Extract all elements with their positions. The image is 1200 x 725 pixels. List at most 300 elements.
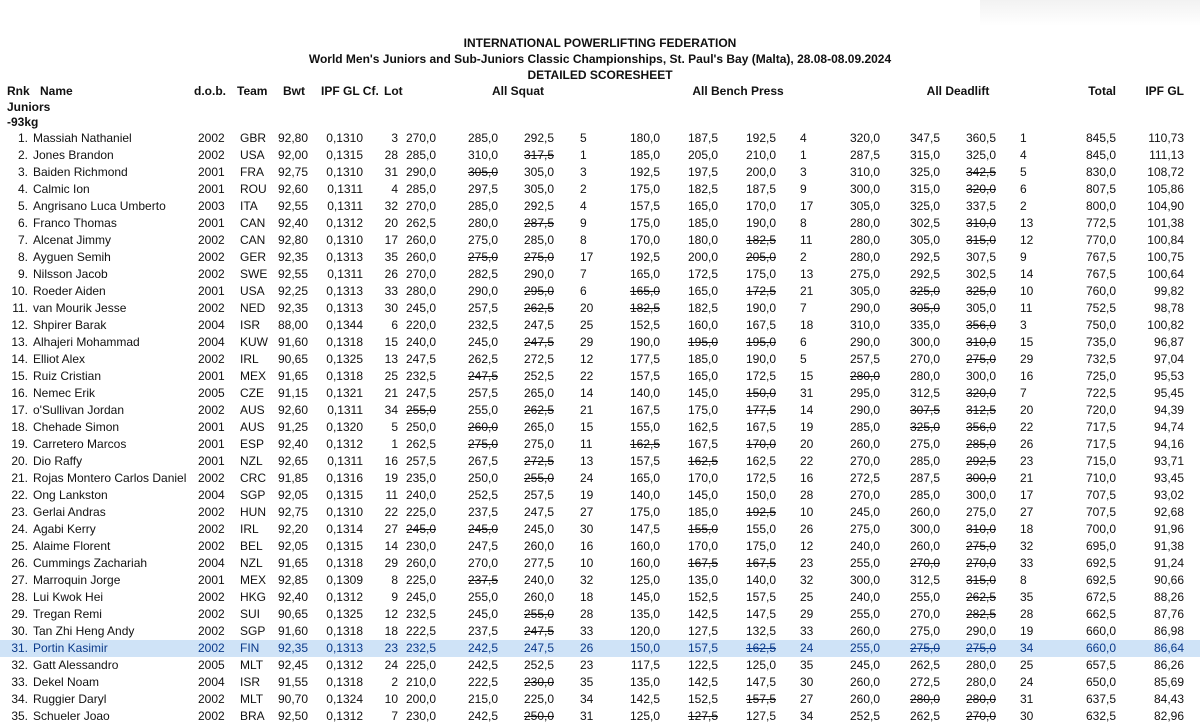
dl-place: 2 [1020, 199, 1027, 213]
column-header-row [0, 84, 1200, 99]
bp-attempt-3: 157,5 [745, 692, 776, 706]
dl-place: 30 [1020, 709, 1034, 723]
dl-place: 25 [1020, 658, 1034, 672]
cell-ipf-gl: 84,43 [1153, 692, 1184, 706]
cell-ipf-gl: 91,96 [1153, 522, 1184, 536]
cell-total: 732,5 [1085, 352, 1116, 366]
bp-attempt-3: 177,5 [745, 403, 776, 417]
cell-team: MLT [240, 692, 264, 706]
dl-place: 22 [1020, 420, 1034, 434]
cell-dob: 2002 [198, 607, 225, 621]
sq-attempt-2: 282,5 [467, 267, 498, 281]
sq-attempt-2: 262,5 [467, 352, 498, 366]
cell-bodyweight: 92,65 [277, 454, 308, 468]
dl-attempt-3: 315,0 [965, 233, 996, 247]
table-row [0, 198, 1200, 215]
cell-lot: 1 [391, 437, 398, 451]
cell-dob: 2002 [198, 471, 225, 485]
cell-coefficient: 0,1316 [326, 471, 363, 485]
cell-dob: 2005 [198, 386, 225, 400]
table-row [0, 300, 1200, 317]
bp-attempt-3: 125,0 [745, 658, 776, 672]
cell-dob: 2002 [198, 692, 225, 706]
dl-attempt-3: 320,0 [965, 182, 996, 196]
cell-total: 715,0 [1085, 454, 1116, 468]
col-name: Name [40, 84, 73, 98]
table-row [0, 249, 1200, 266]
bp-attempt-1: 165,0 [629, 267, 660, 281]
cell-ipf-gl: 104,90 [1147, 199, 1184, 213]
dl-attempt-1: 245,0 [849, 505, 880, 519]
sq-attempt-3: 262,5 [523, 403, 554, 417]
cell-coefficient: 0,1318 [326, 675, 363, 689]
cell-bodyweight: 92,00 [277, 148, 308, 162]
table-row [0, 283, 1200, 300]
cell-lot: 19 [384, 471, 398, 485]
cell-rank: 8. [17, 250, 28, 264]
cell-ipf-gl: 108,72 [1147, 165, 1184, 179]
cell-lot: 5 [391, 420, 398, 434]
cell-lot: 20 [384, 216, 398, 230]
cell-coefficient: 0,1310 [326, 505, 363, 519]
cell-bodyweight: 92,05 [277, 539, 308, 553]
cell-lot: 11 [385, 488, 398, 502]
sq-attempt-2: 252,5 [467, 488, 498, 502]
cell-ipf-gl: 86,26 [1153, 658, 1184, 672]
cell-name: Portin Kasimir [33, 641, 108, 655]
bp-attempt-2: 170,0 [687, 471, 718, 485]
sq-place: 14 [580, 386, 594, 400]
bp-attempt-1: 192,5 [629, 165, 660, 179]
dl-attempt-1: 272,5 [849, 471, 880, 485]
cell-coefficient: 0,1310 [326, 233, 363, 247]
cell-team: SUI [240, 607, 261, 621]
sq-attempt-1: 232,5 [405, 369, 436, 383]
dl-place: 33 [1020, 556, 1034, 570]
bp-place: 10 [800, 505, 814, 519]
cell-rank: 22. [11, 488, 28, 502]
bp-attempt-3: 167,5 [745, 556, 776, 570]
sq-attempt-2: 275,0 [467, 250, 498, 264]
col-coef: IPF GL Cf. [321, 84, 379, 98]
sq-attempt-3: 260,0 [523, 539, 554, 553]
table-row [0, 691, 1200, 708]
sq-attempt-1: 280,0 [405, 284, 436, 298]
cell-ipf-gl: 94,39 [1153, 403, 1184, 417]
dl-attempt-3: 290,0 [965, 624, 996, 638]
cell-rank: 30. [11, 624, 28, 638]
bp-attempt-2: 127,5 [687, 709, 718, 723]
dl-place: 11 [1020, 301, 1033, 315]
cell-coefficient: 0,1324 [326, 692, 363, 706]
cell-team: SWE [240, 267, 268, 281]
sq-attempt-3: 305,0 [523, 182, 554, 196]
sq-attempt-3: 247,5 [523, 624, 554, 638]
cell-lot: 26 [384, 267, 398, 281]
bp-attempt-1: 175,0 [629, 182, 660, 196]
table-row [0, 572, 1200, 589]
bp-attempt-2: 182,5 [687, 301, 718, 315]
sq-place: 2 [580, 182, 587, 196]
cell-team: USA [240, 148, 265, 162]
sq-attempt-2: 237,5 [467, 624, 498, 638]
table-row [0, 181, 1200, 198]
cell-bodyweight: 92,85 [277, 573, 308, 587]
sq-place: 33 [580, 624, 594, 638]
event-title: World Men's Juniors and Sub-Juniors Classic Championships, St. Paul's Bay (Malta), 28.08-08.09.2024 [308, 52, 892, 66]
cell-dob: 2002 [198, 590, 225, 604]
dl-attempt-2: 335,0 [909, 318, 940, 332]
bp-attempt-1: 165,0 [629, 284, 660, 298]
cell-coefficient: 0,1318 [326, 369, 363, 383]
sq-attempt-1: 230,0 [405, 709, 436, 723]
dl-attempt-2: 325,0 [909, 420, 940, 434]
cell-ipf-gl: 87,76 [1153, 607, 1184, 621]
cell-name: Agabi Kerry [33, 522, 96, 536]
cell-bodyweight: 92,35 [277, 250, 308, 264]
dl-attempt-2: 270,0 [909, 556, 940, 570]
sq-attempt-3: 265,0 [523, 386, 554, 400]
sq-attempt-2: 257,5 [467, 386, 498, 400]
cell-lot: 15 [384, 335, 398, 349]
bp-attempt-2: 197,5 [687, 165, 718, 179]
bp-attempt-2: 195,0 [687, 335, 718, 349]
cell-team: CAN [240, 233, 266, 247]
bp-attempt-1: 160,0 [629, 539, 660, 553]
cell-lot: 6 [391, 318, 398, 332]
dl-attempt-2: 292,5 [909, 267, 940, 281]
col-ipfgl: IPF GL [1145, 84, 1184, 98]
cell-lot: 12 [384, 607, 398, 621]
bp-attempt-2: 182,5 [687, 182, 718, 196]
cell-lot: 29 [384, 556, 398, 570]
cell-bodyweight: 92,80 [277, 233, 308, 247]
sq-attempt-3: 275,0 [523, 250, 554, 264]
cell-coefficient: 0,1312 [326, 437, 363, 451]
weight-class-label: -93kg [7, 115, 39, 129]
bp-attempt-3: 150,0 [745, 488, 776, 502]
dl-attempt-1: 270,0 [849, 454, 880, 468]
table-row [0, 521, 1200, 538]
cell-lot: 10 [384, 692, 398, 706]
cell-bodyweight: 92,80 [277, 131, 308, 145]
dl-attempt-2: 287,5 [909, 471, 940, 485]
bp-place: 34 [800, 709, 814, 723]
dl-attempt-1: 255,0 [849, 641, 880, 655]
dl-attempt-2: 272,5 [909, 675, 940, 689]
cell-total: 662,5 [1085, 607, 1116, 621]
cell-lot: 25 [384, 369, 398, 383]
dl-attempt-1: 280,0 [849, 233, 880, 247]
sq-place: 20 [580, 301, 594, 315]
sq-attempt-1: 200,0 [405, 692, 436, 706]
cell-dob: 2001 [198, 437, 225, 451]
cell-dob: 2004 [198, 556, 225, 570]
cell-bodyweight: 90,65 [277, 352, 308, 366]
sq-attempt-2: 237,5 [467, 505, 498, 519]
dl-attempt-2: 280,0 [909, 692, 940, 706]
bp-attempt-3: 200,0 [745, 165, 776, 179]
dl-place: 34 [1020, 641, 1034, 655]
cell-dob: 2003 [198, 199, 225, 213]
cell-team: ISR [240, 318, 261, 332]
bp-attempt-3: 147,5 [745, 675, 776, 689]
sq-attempt-2: 242,5 [467, 641, 498, 655]
cell-name: Baiden Richmond [33, 165, 128, 179]
dl-attempt-3: 275,0 [965, 352, 996, 366]
sq-place: 16 [580, 539, 594, 553]
dl-attempt-2: 275,0 [909, 641, 940, 655]
cell-ipf-gl: 98,78 [1153, 301, 1184, 315]
bp-attempt-1: 157,5 [629, 199, 660, 213]
cell-bodyweight: 92,25 [277, 284, 308, 298]
cell-team: CZE [240, 386, 264, 400]
bp-place: 2 [800, 250, 807, 264]
cell-coefficient: 0,1309 [326, 573, 363, 587]
dl-attempt-1: 290,0 [849, 301, 880, 315]
cell-dob: 2002 [198, 641, 225, 655]
table-row [0, 555, 1200, 572]
sq-place: 9 [580, 216, 587, 230]
sq-place: 35 [580, 675, 594, 689]
bp-attempt-2: 200,0 [687, 250, 718, 264]
cell-lot: 3 [391, 131, 398, 145]
cell-bodyweight: 92,35 [277, 301, 308, 315]
bp-place: 4 [800, 131, 807, 145]
dl-place: 8 [1020, 573, 1027, 587]
sq-attempt-3: 240,0 [523, 573, 554, 587]
bp-attempt-1: 160,0 [629, 556, 660, 570]
cell-rank: 16. [11, 386, 28, 400]
col-team: Team [237, 84, 268, 98]
bp-place: 21 [800, 284, 814, 298]
cell-team: ISR [240, 675, 261, 689]
bp-attempt-3: 172,5 [745, 369, 776, 383]
table-row [0, 317, 1200, 334]
dl-attempt-3: 275,0 [965, 641, 996, 655]
sq-attempt-1: 290,0 [405, 165, 436, 179]
sq-attempt-1: 285,0 [405, 182, 436, 196]
cell-dob: 2001 [198, 284, 225, 298]
bp-attempt-2: 175,0 [687, 403, 718, 417]
bp-attempt-2: 185,0 [687, 505, 718, 519]
cell-name: Angrisano Luca Umberto [33, 199, 166, 213]
sq-attempt-2: 290,0 [467, 284, 498, 298]
sq-attempt-2: 275,0 [467, 233, 498, 247]
cell-coefficient: 0,1315 [326, 539, 363, 553]
dl-attempt-1: 260,0 [849, 692, 880, 706]
dl-attempt-2: 315,0 [909, 182, 940, 196]
cell-lot: 9 [391, 590, 398, 604]
bp-attempt-3: 205,0 [745, 250, 776, 264]
sq-attempt-2: 242,5 [467, 709, 498, 723]
cell-total: 760,0 [1085, 284, 1116, 298]
sq-place: 17 [580, 250, 594, 264]
cell-total: 845,5 [1085, 131, 1116, 145]
cell-dob: 2004 [198, 675, 225, 689]
cell-lot: 8 [391, 573, 398, 587]
cell-total: 767,5 [1085, 267, 1116, 281]
dl-attempt-2: 292,5 [909, 250, 940, 264]
bp-attempt-1: 135,0 [629, 675, 660, 689]
bp-attempt-3: 162,5 [745, 641, 776, 655]
dl-place: 7 [1020, 386, 1027, 400]
table-row [0, 130, 1200, 147]
cell-dob: 2002 [198, 709, 225, 723]
cell-rank: 11. [12, 301, 28, 315]
cell-ipf-gl: 91,38 [1153, 539, 1184, 553]
dl-place: 17 [1020, 488, 1034, 502]
table-row [0, 436, 1200, 453]
sq-attempt-2: 255,0 [467, 590, 498, 604]
cell-dob: 2002 [198, 505, 225, 519]
cell-ipf-gl: 91,24 [1153, 556, 1184, 570]
table-row [0, 623, 1200, 640]
cell-team: MEX [240, 573, 267, 587]
cell-total: 752,5 [1085, 301, 1116, 315]
cell-rank: 24. [11, 522, 28, 536]
bp-attempt-3: 170,0 [745, 437, 776, 451]
sq-attempt-2: 285,0 [467, 199, 498, 213]
sq-attempt-1: 270,0 [405, 199, 436, 213]
table-row [0, 657, 1200, 674]
bp-attempt-2: 142,5 [687, 675, 718, 689]
cell-ipf-gl: 101,38 [1147, 216, 1184, 230]
dl-attempt-1: 275,0 [849, 267, 880, 281]
cell-dob: 2002 [198, 131, 225, 145]
sq-place: 5 [580, 131, 587, 145]
cell-name: Calmic Ion [33, 182, 90, 196]
cell-rank: 15. [11, 369, 28, 383]
sq-attempt-1: 262,5 [405, 216, 436, 230]
sq-attempt-1: 247,5 [405, 386, 436, 400]
cell-total: 672,5 [1085, 590, 1116, 604]
dl-attempt-3: 310,0 [965, 216, 996, 230]
cell-rank: 10. [11, 284, 28, 298]
sq-attempt-3: 230,0 [523, 675, 554, 689]
dl-attempt-2: 270,0 [909, 352, 940, 366]
cell-lot: 33 [384, 284, 398, 298]
cell-coefficient: 0,1325 [326, 352, 363, 366]
dl-attempt-3: 325,0 [965, 148, 996, 162]
cell-lot: 22 [384, 505, 398, 519]
cell-total: 692,5 [1085, 556, 1116, 570]
sq-attempt-1: 230,0 [405, 539, 436, 553]
bp-place: 14 [800, 403, 814, 417]
cell-name: Ong Lankston [33, 488, 108, 502]
cell-name: Roeder Aiden [33, 284, 106, 298]
cell-dob: 2002 [198, 403, 225, 417]
sq-place: 12 [580, 352, 594, 366]
cell-team: MLT [240, 658, 264, 672]
dl-place: 26 [1020, 437, 1034, 451]
cell-ipf-gl: 86,98 [1153, 624, 1184, 638]
cell-ipf-gl: 95,45 [1153, 386, 1184, 400]
cell-rank: 33. [11, 675, 28, 689]
cell-total: 657,5 [1085, 658, 1116, 672]
sq-attempt-2: 275,0 [467, 437, 498, 451]
cell-dob: 2002 [198, 233, 225, 247]
bp-attempt-1: 175,0 [629, 216, 660, 230]
sq-attempt-2: 215,0 [467, 692, 498, 706]
sq-attempt-1: 245,0 [405, 522, 436, 536]
sq-attempt-1: 225,0 [405, 658, 436, 672]
bp-place: 9 [800, 182, 807, 196]
dl-attempt-1: 320,0 [849, 131, 880, 145]
dl-place: 23 [1020, 454, 1034, 468]
dl-place: 19 [1020, 624, 1034, 638]
dl-attempt-3: 356,0 [965, 318, 996, 332]
sq-place: 8 [580, 233, 587, 247]
cell-team: AUS [240, 403, 265, 417]
bp-attempt-1: 140,0 [629, 386, 660, 400]
cell-team: SGP [240, 624, 266, 638]
cell-rank: 2. [17, 148, 28, 162]
cell-total: 695,0 [1085, 539, 1116, 553]
bp-place: 6 [800, 335, 807, 349]
bp-place: 27 [800, 692, 814, 706]
bp-place: 22 [800, 454, 814, 468]
cell-coefficient: 0,1310 [326, 165, 363, 179]
cell-rank: 14. [11, 352, 28, 366]
cell-bodyweight: 90,70 [277, 692, 308, 706]
cell-ipf-gl: 93,45 [1153, 471, 1184, 485]
sq-attempt-1: 257,5 [405, 454, 436, 468]
cell-ipf-gl: 88,26 [1153, 590, 1184, 604]
cell-lot: 34 [384, 403, 398, 417]
cell-bodyweight: 91,15 [277, 386, 308, 400]
cell-total: 772,5 [1085, 216, 1116, 230]
sq-attempt-1: 240,0 [405, 335, 436, 349]
cell-lot: 16 [384, 454, 398, 468]
dl-attempt-2: 302,5 [909, 216, 940, 230]
sq-attempt-1: 240,0 [405, 488, 436, 502]
cell-bodyweight: 92,75 [277, 165, 308, 179]
cell-bodyweight: 92,05 [277, 488, 308, 502]
bp-place: 1 [800, 148, 807, 162]
dl-attempt-2: 262,5 [909, 709, 940, 723]
sq-attempt-3: 265,0 [523, 420, 554, 434]
cell-team: KUW [240, 335, 268, 349]
cell-bodyweight: 91,25 [277, 420, 308, 434]
sq-place: 4 [580, 199, 587, 213]
sq-attempt-2: 255,0 [467, 403, 498, 417]
cell-total: 767,5 [1085, 250, 1116, 264]
bp-attempt-3: 162,5 [745, 454, 776, 468]
dl-attempt-3: 280,0 [965, 658, 996, 672]
dl-attempt-1: 252,5 [849, 709, 880, 723]
sq-attempt-1: 260,0 [405, 556, 436, 570]
dl-attempt-1: 310,0 [849, 318, 880, 332]
cell-bodyweight: 92,45 [277, 658, 308, 672]
dl-attempt-2: 262,5 [909, 658, 940, 672]
cell-ipf-gl: 100,84 [1147, 233, 1184, 247]
cell-bodyweight: 92,20 [277, 522, 308, 536]
cell-coefficient: 0,1318 [326, 624, 363, 638]
cell-name: Rojas Montero Carlos Daniel [33, 471, 187, 485]
cell-dob: 2002 [198, 539, 225, 553]
cell-name: Marroquin Jorge [33, 573, 121, 587]
cell-rank: 5. [17, 199, 28, 213]
cell-total: 707,5 [1085, 505, 1116, 519]
cell-rank: 32. [11, 658, 28, 672]
sq-attempt-1: 270,0 [405, 131, 436, 145]
sq-attempt-1: 210,0 [405, 675, 436, 689]
table-row [0, 504, 1200, 521]
cell-ipf-gl: 94,74 [1153, 420, 1184, 434]
dl-attempt-3: 282,5 [965, 607, 996, 621]
federation-title: INTERNATIONAL POWERLIFTING FEDERATION [463, 36, 737, 50]
